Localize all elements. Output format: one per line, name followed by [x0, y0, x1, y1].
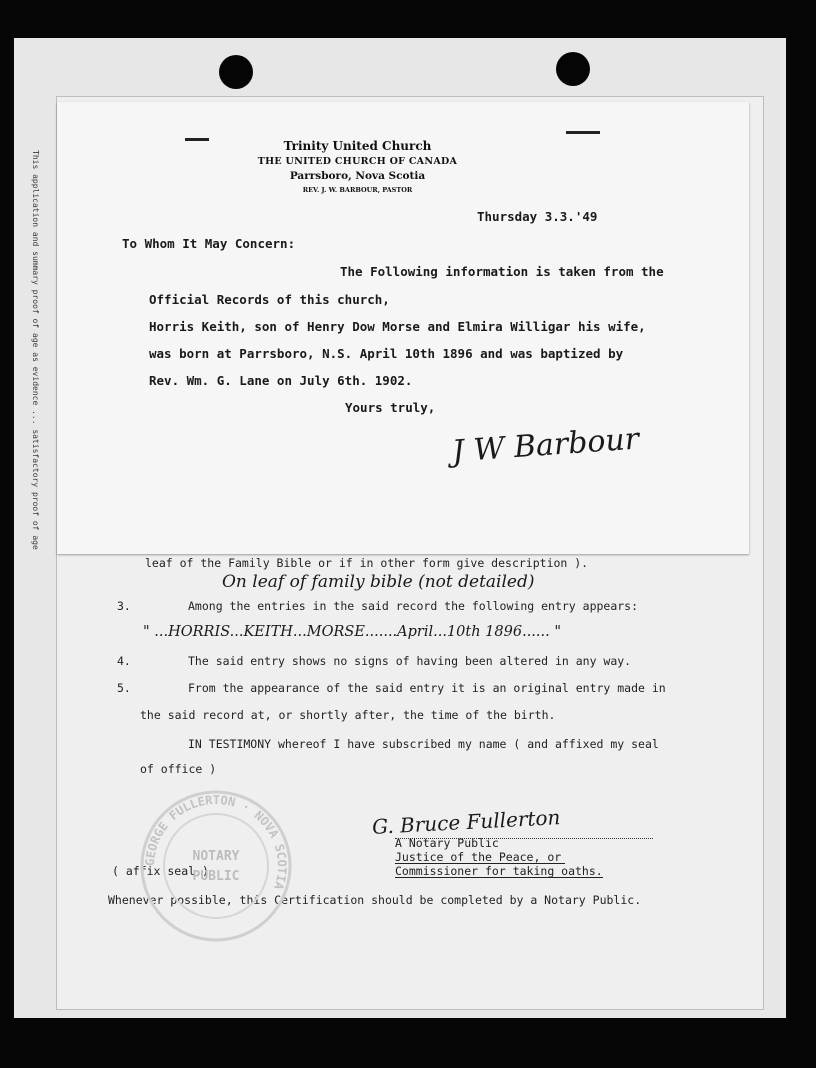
- item4-number: 4.: [117, 654, 131, 668]
- letter-closing: Yours truly,: [345, 400, 436, 415]
- affix-seal-label: ( affix seal ): [112, 864, 209, 878]
- pastor-signature: J W Barbour: [451, 421, 641, 470]
- form-footer-note: Whenever possible, this Certification should be completed by a Notary Public.: [108, 893, 642, 907]
- testimony-line1: IN TESTIMONY whereof I have subscribed my name ( and affixed my seal: [188, 737, 659, 751]
- testimony-line2: of office ): [140, 762, 217, 776]
- denomination: THE UNITED CHURCH OF CANADA: [257, 156, 458, 167]
- item5-text-line1: From the appearance of the said entry it is an original entry made in: [188, 681, 666, 695]
- seal-center-line2: PUBLIC: [192, 869, 240, 884]
- letter-body-line5: Rev. Wm. G. Lane on July 6th. 1902.: [149, 373, 413, 388]
- notary-role-line3: Commissioner for taking oaths.: [395, 864, 603, 878]
- item3-text: Among the entries in the said record the following entry appears:: [188, 599, 639, 613]
- item4-text: The said entry shows no signs of having been altered in any way.: [188, 654, 632, 668]
- letter-dash-left: [185, 138, 209, 141]
- strikethrough-justice: [395, 863, 565, 864]
- item2-handwritten: On leaf of family bible (not detailed): [222, 572, 535, 592]
- item5-number: 5.: [117, 681, 131, 695]
- punch-hole-left: [219, 55, 253, 89]
- notary-role-line2: Justice of the Peace, or: [395, 850, 562, 864]
- strikethrough-commissioner: [395, 877, 603, 878]
- pastor-name: REV. J. W. BARBOUR, PASTOR: [302, 186, 413, 194]
- notary-role-line1: A Notary Public: [395, 836, 499, 850]
- side-margin-label: This application and summary proof of age as evidence ... satisfactory proof of age: [31, 150, 40, 550]
- side-margin-text: [18, 150, 48, 1010]
- letter-body-line3: Horris Keith, son of Henry Dow Morse and Elmira Willigar his wife,: [149, 319, 646, 334]
- letter-body-line4: was born at Parrsboro, N.S. April 10th 1896 and was baptized by: [149, 346, 624, 361]
- item2-text: leaf of the Family Bible or if in other form give description ).: [145, 556, 589, 570]
- letter-salutation: To Whom It May Concern:: [122, 236, 296, 251]
- seal-ring-text: GEORGE FULLERTON · NOVA SCOTIA: [142, 792, 290, 892]
- church-name: Trinity United Church: [283, 139, 432, 153]
- seal-center-line1: NOTARY: [192, 849, 240, 864]
- letter-dash-right: [566, 131, 600, 134]
- letter-body-line2: Official Records of this church,: [149, 292, 390, 307]
- seal-inner-ring: [164, 814, 268, 918]
- letter-date: Thursday 3.3.'49: [477, 209, 598, 224]
- letter-body-line1: The Following information is taken from the: [340, 264, 664, 279]
- notary-signature: G. Bruce Fullerton: [371, 805, 561, 839]
- item3-entry: " ...HORRIS...KEITH...MORSE.......April...10th 1896...... ": [143, 624, 562, 640]
- church-location: Parrsboro, Nova Scotia: [289, 170, 426, 182]
- notary-seal: [136, 786, 296, 946]
- item3-number: 3.: [117, 599, 131, 613]
- item5-text-line2: the said record at, or shortly after, the time of the birth.: [140, 708, 556, 722]
- punch-hole-right: [556, 52, 590, 86]
